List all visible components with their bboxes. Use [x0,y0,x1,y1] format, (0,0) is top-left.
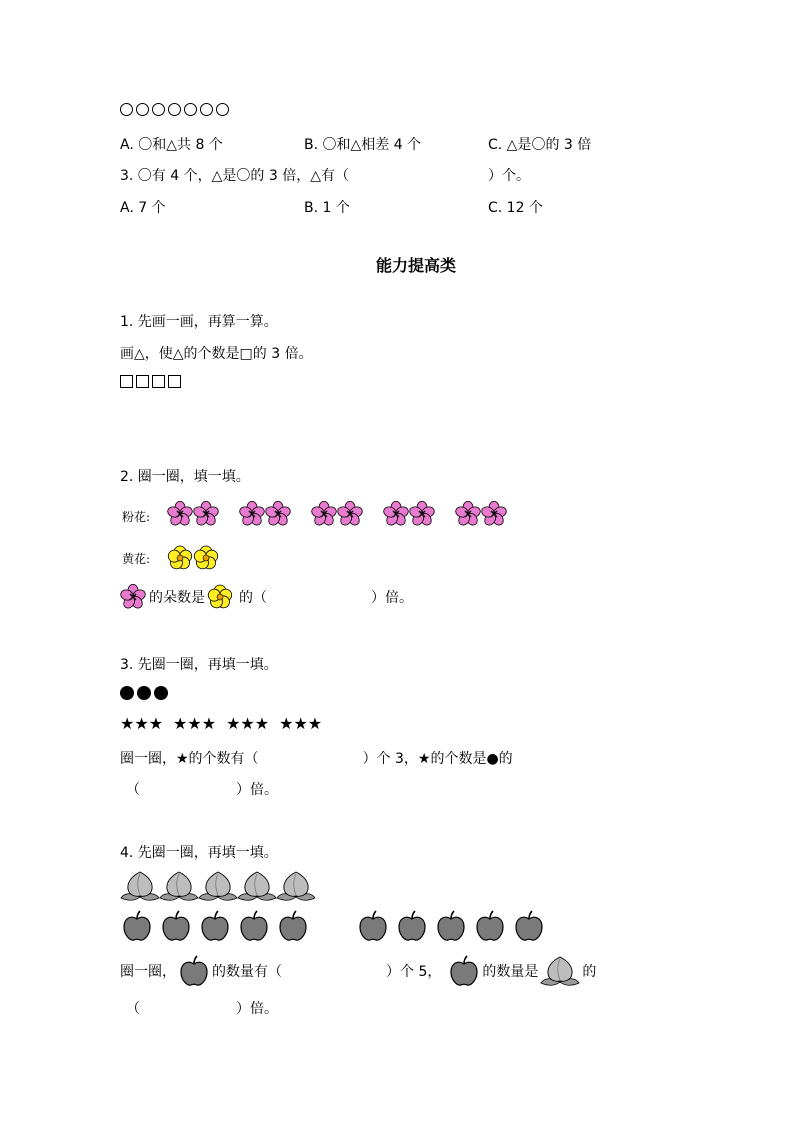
problem-4-heading: 4. 先圈一圈，再填一填。 [120,845,278,861]
yellow-flower-icon [193,545,219,571]
pink-flower-row [167,501,527,527]
peach-icon [276,870,316,902]
star-group: ★★★ [226,714,270,733]
peach-icon [540,955,580,987]
apple-icon [397,910,427,942]
problem-3-heading: 3. 先圈一圈，再填一填。 [120,657,278,673]
sentence-text: 圈一圈，★的个数有（ [120,751,259,767]
sentence-text: 的数量有（ [212,964,282,980]
yellow-flower-row [167,545,219,571]
problem-4-line-2 [126,998,278,1018]
dot-shape [120,686,134,700]
option-c: C. 12 个 [488,200,543,216]
problem-1-instruction: 画△，使△的个数是□的 3 倍。 [120,346,313,362]
sentence-text: ）倍。 [236,782,278,798]
apple-icon [475,910,505,942]
problem-4-line-1 [120,955,596,987]
square-row [120,375,181,388]
star-group: ★★★ [120,714,164,733]
problem-3-line-2 [126,779,278,799]
pink-flower-icon [409,501,435,527]
pink-flower-icon [265,501,291,527]
star-group: ★★★ [279,714,323,733]
option-a: A. 7 个 [120,200,166,216]
sentence-text: （ [126,1001,140,1017]
apple-icon [449,955,479,987]
option-b: B. 1 个 [304,200,350,216]
dot-row [120,686,168,700]
apple-icon [358,910,388,942]
circle-shape [168,103,181,116]
apple-icon [239,910,269,942]
pink-flower-icon [193,501,219,527]
apple-icon [278,910,308,942]
circle-shape [136,103,149,116]
apple-icon [514,910,544,942]
pink-flower-icon [383,501,409,527]
yellow-flower-icon [167,545,193,571]
answer-blank[interactable] [140,779,236,799]
sentence-text: 的朵数是 [149,590,205,606]
pink-flower-icon [120,584,146,610]
apple-icon [122,910,152,942]
sentence-text: （ [126,782,140,798]
answer-blank[interactable] [140,998,236,1018]
sentence-text: 的数量是 [482,964,539,980]
apple-row [122,910,553,942]
problem-3-line-1 [120,748,513,768]
sentence-text: 的 [582,964,597,980]
option-b: B. 〇和△相差 4 个 [304,137,422,153]
apple-icon [161,910,191,942]
apple-icon [200,910,230,942]
apple-icon [179,955,209,987]
pink-flower-icon [167,501,193,527]
circle-shape [152,103,165,116]
peach-icon [120,870,160,902]
option-c: C. △是〇的 3 倍 [488,137,592,153]
problem-2-heading: 2. 圈一圈，填一填。 [120,469,250,485]
dot-shape [154,686,168,700]
option-a: A. 〇和△共 8 个 [120,137,223,153]
square-shape [136,375,149,388]
sentence-text: ）个 3，★的个数是●的 [362,751,513,767]
pink-flower-icon [311,501,337,527]
star-group: ★★★ [173,714,217,733]
sentence-text: 的（ [239,590,267,606]
yellow-flower-label: 黄花: [122,552,151,566]
sentence-text: ）个 5， [386,964,442,980]
circle-shape [216,103,229,116]
answer-blank[interactable] [259,748,363,768]
pink-flower-icon [455,501,481,527]
square-shape [152,375,165,388]
pink-flower-icon [481,501,507,527]
pink-flower-icon [337,501,363,527]
question-3-prefix: 3. 〇有 4 个，△是〇的 3 倍，△有（ [120,168,349,184]
circle-shape [120,103,133,116]
circle-row [120,103,229,116]
sentence-text: 圈一圈， [120,964,176,980]
pink-flower-icon [239,501,265,527]
dot-shape [137,686,151,700]
star-row [120,716,322,732]
peach-row [120,870,315,902]
circle-shape [184,103,197,116]
square-shape [168,375,181,388]
circle-shape [200,103,213,116]
sentence-text: ）倍。 [371,590,413,606]
sentence-text: ）倍。 [236,1001,278,1017]
peach-icon [237,870,277,902]
question-3-suffix: ）个。 [488,168,530,184]
pink-flower-label: 粉花: [122,510,151,524]
apple-icon [436,910,466,942]
problem-1-heading: 1. 先画一画，再算一算。 [120,314,278,330]
yellow-flower-icon [207,584,233,610]
square-shape [120,375,133,388]
peach-icon [159,870,199,902]
problem-2-sentence [120,584,413,610]
peach-icon [198,870,238,902]
section-title: 能力提高类 [376,256,457,275]
